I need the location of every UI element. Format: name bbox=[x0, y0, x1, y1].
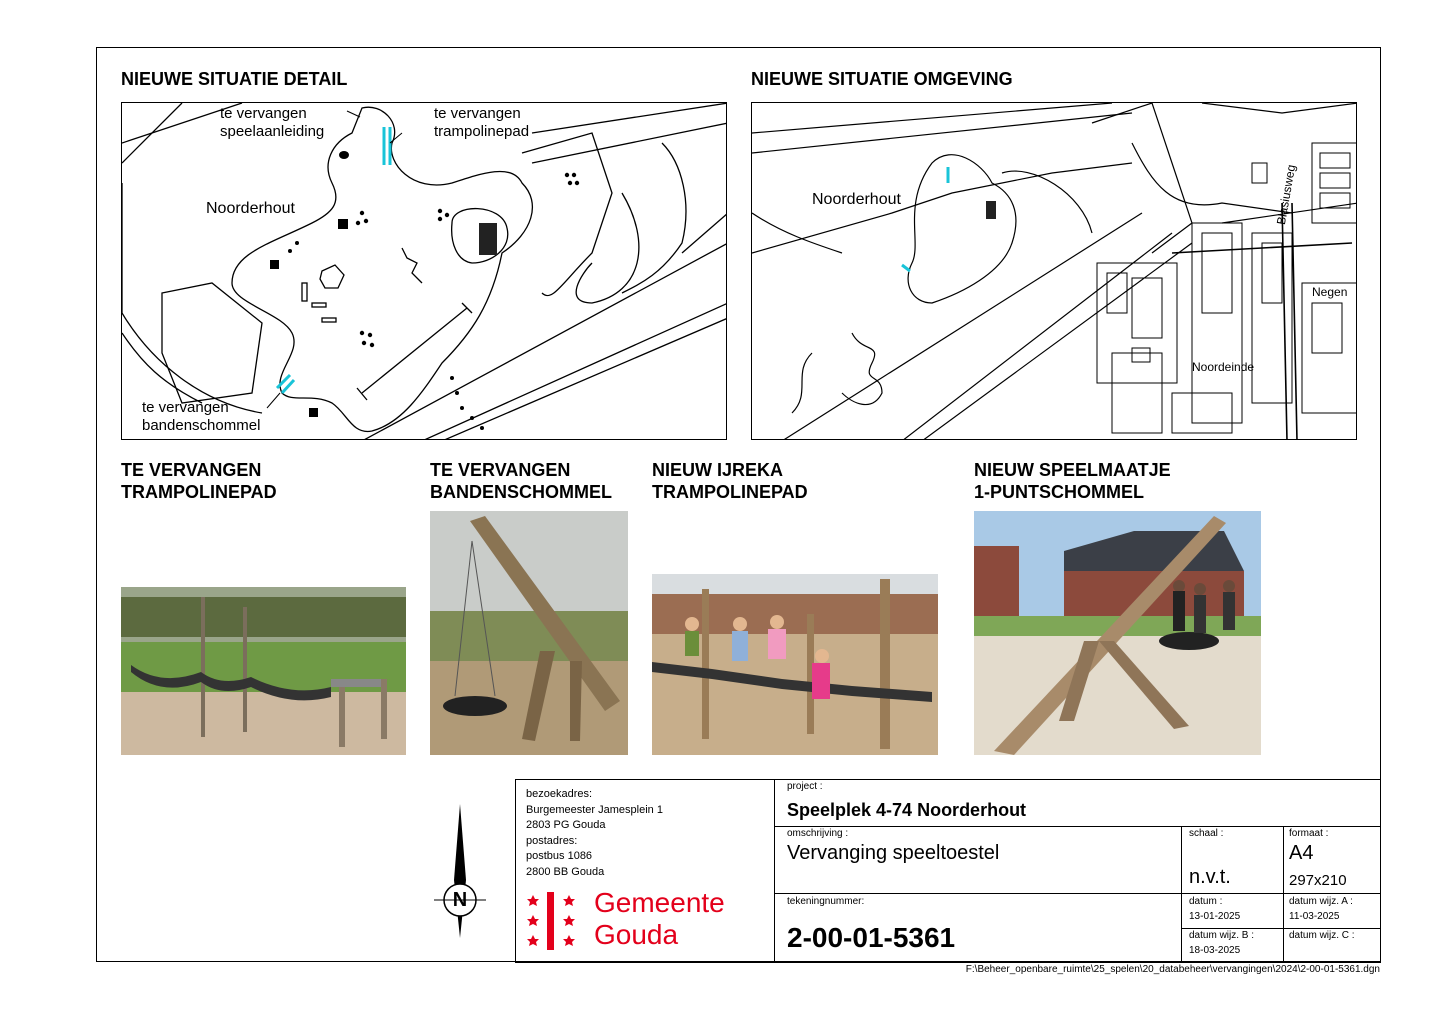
wijz-c-label: datum wijz. C : bbox=[1289, 930, 1355, 941]
wijz-b-label: datum wijz. B : bbox=[1189, 930, 1255, 941]
photo-new-trampolinepad bbox=[652, 574, 938, 755]
photo-old-bandenschommel bbox=[430, 511, 628, 755]
map-detail-drawing bbox=[122, 103, 727, 440]
label-noorderhout: Noorderhout bbox=[206, 200, 295, 217]
project-label: project : bbox=[787, 781, 823, 792]
divider-omschrijving bbox=[775, 893, 1381, 894]
heading-omgeving: NIEUWE SITUATIE OMGEVING bbox=[751, 69, 1013, 89]
tekeningnummer-label: tekeningnummer: bbox=[787, 896, 865, 907]
divider-col-1 bbox=[1181, 826, 1182, 963]
gouda-logo-text bbox=[594, 887, 725, 951]
photo-new-1-puntschommel bbox=[974, 511, 1261, 755]
label-bandenschommel: te vervangen bandenschommel bbox=[142, 399, 261, 434]
label-noorderhout-omgeving: Noorderhout bbox=[812, 191, 901, 208]
omschrijving-value: Vervanging speeltoestel bbox=[787, 842, 1000, 864]
heading-detail: NIEUWE SITUATIE DETAIL bbox=[121, 69, 348, 89]
schaal-label: schaal : bbox=[1189, 828, 1224, 839]
north-letter: N bbox=[452, 889, 468, 911]
divider-project bbox=[775, 826, 1381, 827]
logo-line1: Gemeente bbox=[594, 887, 725, 918]
address-block bbox=[526, 787, 663, 880]
heading-photo-3: NIEUW IJREKA TRAMPOLINEPAD bbox=[652, 460, 808, 502]
bezoekadres-label: bezoekadres: bbox=[526, 788, 593, 800]
heading-photo-2: TE VERVANGEN BANDENSCHOMMEL bbox=[430, 460, 612, 502]
wijz-b-value: 18-03-2025 bbox=[1189, 945, 1241, 956]
datum-value: 13-01-2025 bbox=[1189, 911, 1241, 922]
heading-photo-4: NIEUW SPEELMAATJE 1-PUNTSCHOMMEL bbox=[974, 460, 1171, 502]
label-trampolinepad: te vervangen trampolinepad bbox=[434, 105, 530, 140]
gouda-logo-mark bbox=[527, 892, 579, 950]
north-arrow bbox=[430, 800, 490, 940]
file-path: F:\Beheer_openbare_ruimte\25_spelen\20_databeheer\vervangingen\2024\2-00-01-5361.dgn bbox=[965, 964, 1380, 975]
map-omgeving-drawing bbox=[752, 103, 1357, 440]
label-noordeinde: Noordeinde bbox=[1192, 360, 1255, 374]
formaat-size: 297x210 bbox=[1289, 872, 1347, 889]
omschrijving-label: omschrijving : bbox=[787, 828, 849, 839]
map-omgeving bbox=[751, 102, 1357, 440]
bezoekadres-line2: 2803 PG Gouda bbox=[526, 819, 606, 831]
heading-photo-1: TE VERVANGEN TRAMPOLINEPAD bbox=[121, 460, 277, 502]
formaat-label: formaat : bbox=[1289, 828, 1329, 839]
schaal-value: n.v.t. bbox=[1189, 866, 1231, 888]
wijz-a-label: datum wijz. A : bbox=[1289, 896, 1353, 907]
postadres-line2: 2800 BB Gouda bbox=[526, 865, 605, 878]
divider-dates bbox=[1181, 928, 1381, 929]
datum-label: datum : bbox=[1189, 896, 1223, 907]
formaat-value: A4 bbox=[1289, 842, 1314, 864]
tekeningnummer-value: 2-00-01-5361 bbox=[787, 922, 956, 953]
photo-old-trampolinepad bbox=[121, 587, 406, 755]
label-blasiusweg: Blasiusweg bbox=[1273, 163, 1299, 226]
divider-col-2 bbox=[1283, 826, 1284, 963]
logo-line2: Gouda bbox=[594, 919, 679, 950]
north-arrow-icon bbox=[430, 800, 490, 940]
postadres-label: postadres: bbox=[526, 834, 578, 847]
label-speelaanleiding: te vervangen speelaanleiding bbox=[220, 105, 325, 140]
label-negen: Negen bbox=[1312, 285, 1348, 299]
bezoekadres-line1: Burgemeester Jamesplein 1 bbox=[526, 803, 663, 816]
map-detail bbox=[121, 102, 727, 440]
wijz-a-value: 11-03-2025 bbox=[1289, 911, 1340, 922]
postadres-line1: postbus 1086 bbox=[526, 850, 593, 862]
project-value: Speelplek 4-74 Noorderhout bbox=[787, 800, 1027, 820]
